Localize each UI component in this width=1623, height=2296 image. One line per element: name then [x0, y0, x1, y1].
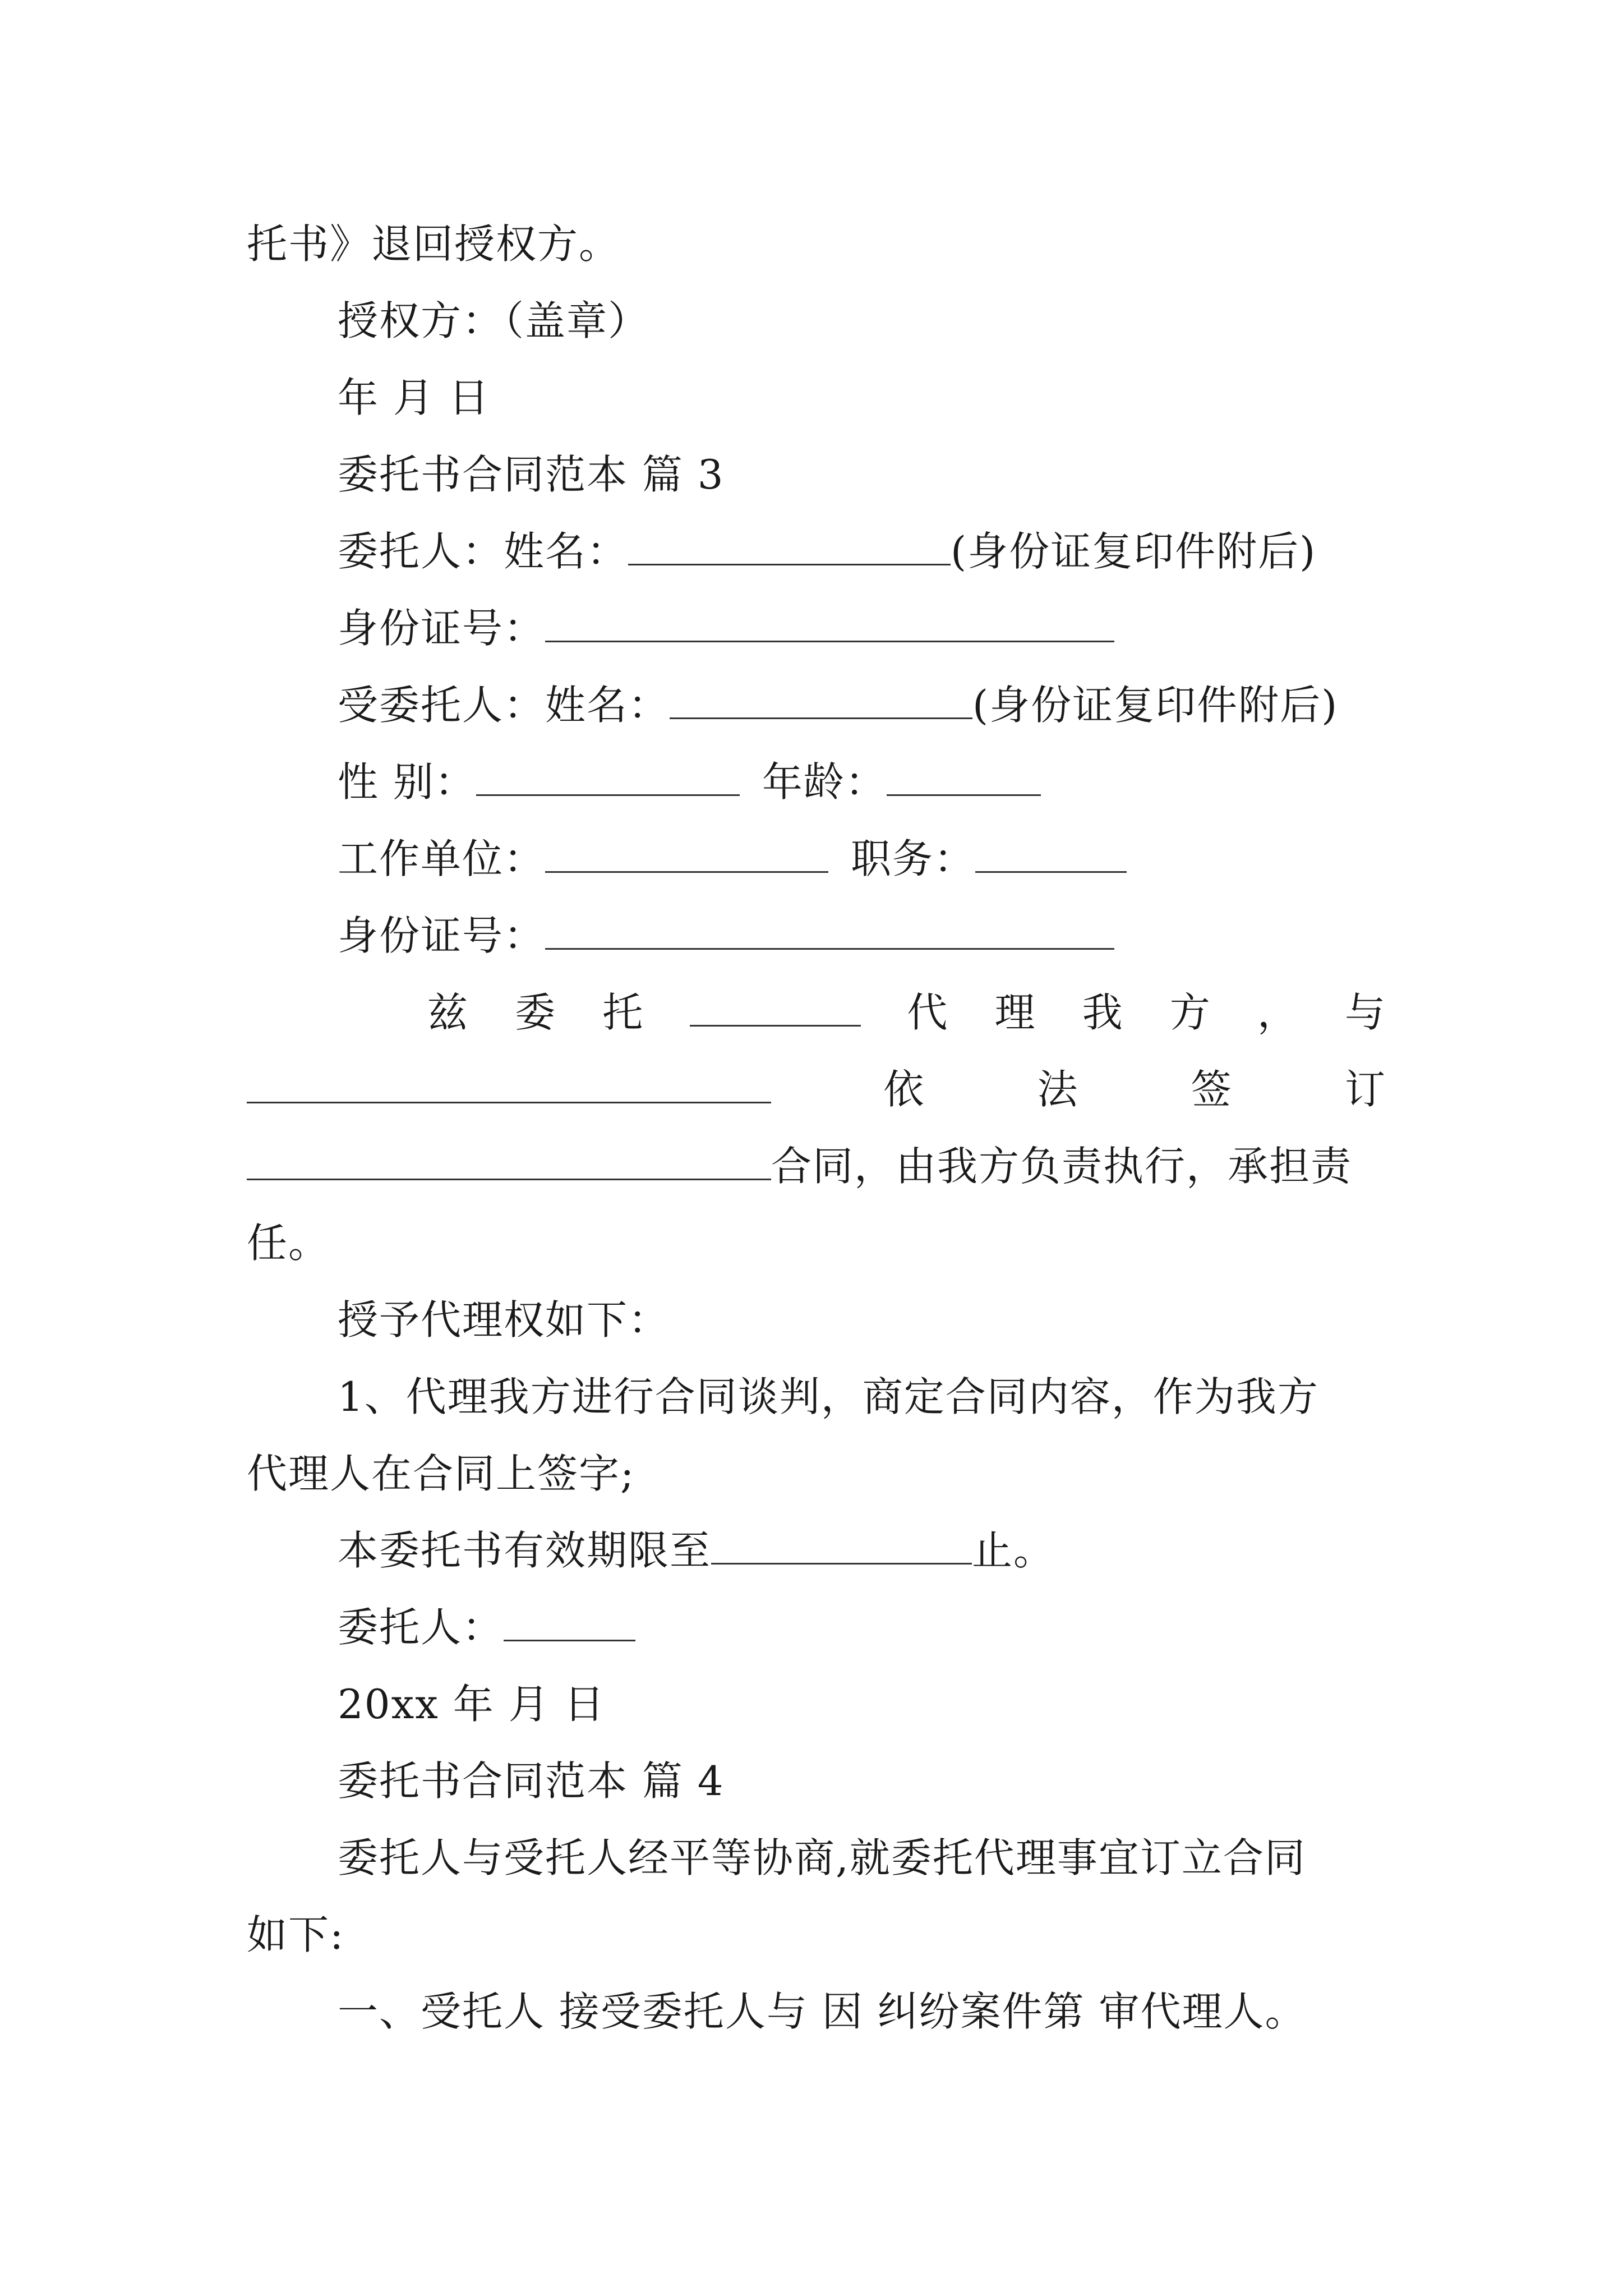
sign-contract-line: [247, 1061, 1386, 1117]
word: 方: [1169, 989, 1211, 1036]
validity-label: 本委托书有效期限至: [338, 1527, 712, 1574]
paragraph-line: 委托人与受托人经平等协商,就委托代理事宜订立合同: [338, 1834, 1306, 1881]
date-line: 年 月 日: [338, 374, 490, 421]
word: 订: [1344, 1066, 1386, 1113]
responsibility-text: 合同，由我方负责执行，承担责: [771, 1143, 1353, 1190]
word: 委: [515, 989, 557, 1036]
id-number-label: 身份证号：: [338, 912, 546, 959]
workplace-blank: [545, 833, 828, 873]
agent-name-blank: [670, 679, 972, 719]
principal-name-line: [338, 523, 1385, 579]
gender-blank: [476, 756, 740, 796]
agent-blank: [690, 987, 861, 1027]
id-number-blank: [545, 910, 1114, 950]
word: 法: [1037, 1066, 1079, 1113]
clause-1-line: 一、受托人 接受委托人与 因 纠纷案件第 审代理人。: [338, 1988, 1307, 2035]
word: 与: [1344, 989, 1386, 1036]
word: 兹: [427, 989, 469, 1036]
agent-name-label: 受委托人：姓名：: [338, 682, 670, 729]
counterparty-blank: [247, 1064, 771, 1103]
paragraph-line: 代理人在合同上签字;: [247, 1450, 635, 1497]
id-copy-note: (身份证复印件附后): [972, 682, 1339, 729]
paragraph-line: 任。: [247, 1220, 330, 1267]
powers-heading: 授予代理权如下：: [338, 1296, 670, 1343]
validity-blank: [711, 1525, 972, 1565]
workplace-label: 工作单位：: [338, 835, 546, 882]
agent-id-line: [338, 908, 1385, 964]
paragraph-line: 如下:: [247, 1911, 345, 1958]
word: 理: [994, 989, 1036, 1036]
principal-name-blank: [628, 526, 951, 565]
section-heading-4: 委托书合同范本 篇 4: [338, 1757, 725, 1805]
entrust-line: [427, 984, 1386, 1041]
position-blank: [975, 833, 1127, 873]
power-item-1: 1、代理我方进行合同谈判，商定合同内容，作为我方: [338, 1373, 1319, 1420]
age-label: 年龄：: [762, 758, 887, 806]
date-line: 20xx 年 月 日: [338, 1681, 606, 1728]
principal-id-line: [338, 600, 1385, 656]
position-label: 职务：: [851, 835, 976, 882]
principal-signature-blank: [504, 1602, 635, 1641]
word: 签: [1191, 1066, 1233, 1113]
id-copy-note: (身份证复印件附后): [951, 528, 1317, 575]
authorizer-seal-line: 授权方：（盖章）: [338, 297, 650, 344]
word: 代: [907, 989, 949, 1036]
word: ，: [1257, 989, 1299, 1036]
age-blank: [887, 756, 1041, 796]
validity-line: [338, 1522, 1385, 1579]
principal-name-label: 委托人：姓名：: [338, 528, 629, 575]
paragraph-line: 托书》退回授权方。: [247, 220, 621, 268]
validity-end: 止。: [972, 1527, 1055, 1574]
word: 依: [883, 1066, 925, 1113]
id-number-blank: [545, 602, 1114, 642]
contract-name-line: [247, 1138, 1385, 1194]
contract-name-blank: [247, 1140, 771, 1180]
agent-name-line: [338, 677, 1385, 733]
principal-label: 委托人：: [338, 1604, 504, 1651]
word: 我: [1082, 989, 1124, 1036]
section-heading-3: 委托书合同范本 篇 3: [338, 451, 725, 498]
id-number-label: 身份证号：: [338, 605, 546, 652]
gender-label: 性 别：: [338, 758, 476, 806]
gender-age-line: [338, 754, 1385, 810]
principal-signature-line: [338, 1599, 1385, 1655]
word: 托: [602, 989, 644, 1036]
workplace-line: [338, 831, 1385, 887]
